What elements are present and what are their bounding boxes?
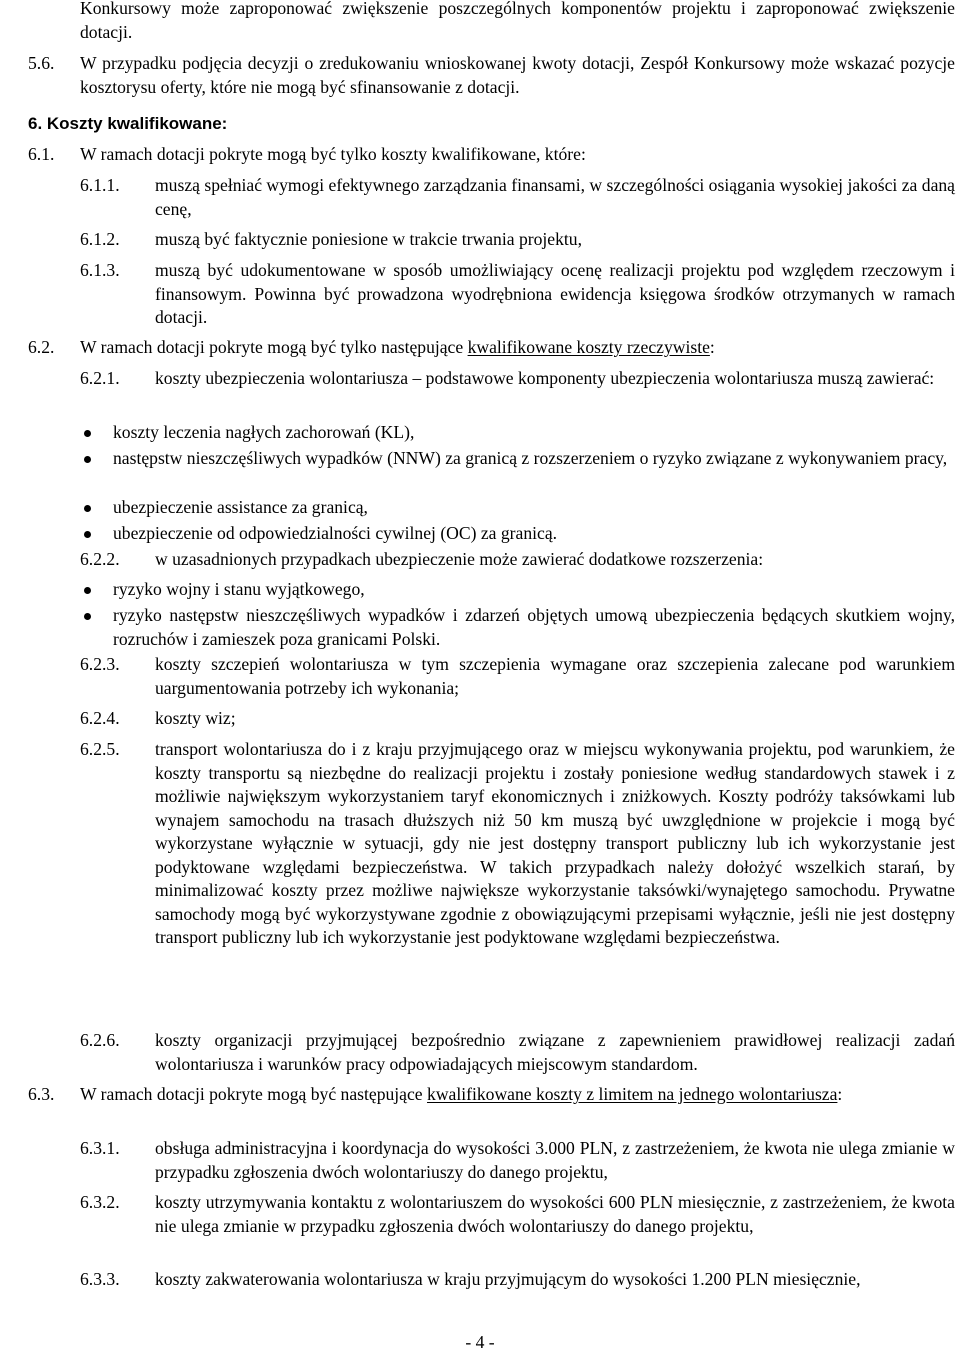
- section-heading: 6. Koszty kwalifikowane:: [28, 114, 228, 133]
- item-6-3-3: koszty zakwaterowania wolontariusza w kraju przyjmującym do wysokości 1.200 PLN miesięcznie,: [155, 1269, 861, 1289]
- paragraph-text: W ramach dotacji pokryte mogą być następujące: [80, 1084, 428, 1104]
- item-number: 6.2.5.: [80, 739, 120, 759]
- intro-paragraph: Konkursowy może zaproponować zwiększenie poszczególnych komponentów projektu i zaproponować zwiększenie dotacji.: [80, 0, 955, 42]
- item-number: 6.2.6.: [80, 1030, 120, 1050]
- item-6-2-3: koszty szczepień wolontariusza w tym szczepienia wymagane oraz szczepienia zalecane pod warunkiem uargumentowania potrzeby ich wykonania;: [155, 654, 955, 698]
- section-number: 6.3.: [28, 1084, 55, 1104]
- bullet-item: ubezpieczenie od odpowiedzialności cywilnej (OC) za granicą.: [113, 523, 558, 543]
- item-6-1-1: muszą spełniać wymogi efektywnego zarządzania finansami, w szczególności osiągania wysokiej jakości za daną cenę,: [155, 175, 955, 219]
- item-number: 6.3.3.: [80, 1269, 120, 1289]
- bullet-icon: [84, 430, 91, 437]
- item-6-2-5: transport wolontariusza do i z kraju przyjmującego oraz w miejscu wykonywania projektu, pod warunkiem, że koszty transportu są niezbędne do realizacji projektu i zostały poniesione według standardowych stawek i z możliwie największym wykorzystaniem taryf ekonomicznych i zniżkowych. Koszty podróży taksówkami lub wynajem samochodu na trasach dłuższych niż 50 km muszą być uwzględnione w projekcie i mogą być wykorzystane wyłącznie w sytuacji, gdy nie jest dostępny transport publiczny lub ich wykorzystanie jest podyktowane względami bezpieczeństwa. W takich przypadkach należy dołożyć wszelkich starań, by minimalizować koszty przez możliwe największe wykorzystanie taksówki/wynajętego samochodu. Prywatne samochody mogą być wykorzystywane zgodnie z obowiązującymi przepisami wyłącznie, jeśli nie jest dostępny transport publiczny lub ich wykorzystanie jest podyktowane względami bezpieczeństwa.: [155, 739, 955, 947]
- paragraph-5-6: W przypadku podjęcia decyzji o zredukowaniu wnioskowanej kwoty dotacji, Zespół Konkursowy może wskazać pozycje kosztorysu oferty, które nie mogą być sfinansowanie z dotacji.: [80, 53, 955, 97]
- item-6-3-1: obsługa administracyjna i koordynacja do wysokości 3.000 PLN, z zastrzeżeniem, że kwota nie ulega zmianie w przypadku zgłoszenia dwóch wolontariuszy do danego projektu,: [155, 1138, 955, 1182]
- item-number: 6.2.4.: [80, 708, 120, 728]
- bullet-item: ubezpieczenie assistance za granicą,: [113, 497, 368, 517]
- page-number: - 4 -: [465, 1332, 495, 1352]
- item-6-2-6: koszty organizacji przyjmującej bezpośrednio związane z zapewnieniem prawidłowej realizacji zadań wolontariusza i warunków pracy odpowiadających miejscowym standardom.: [155, 1030, 955, 1074]
- paragraph-6-2: [80, 336, 955, 360]
- item-6-1-2: muszą być faktycznie poniesione w trakcie trwania projektu,: [155, 229, 582, 249]
- section-number: 5.6.: [28, 53, 55, 73]
- paragraph-text: W ramach dotacji pokryte mogą być tylko następujące: [80, 337, 468, 357]
- item-number: 6.3.2.: [80, 1192, 120, 1212]
- underlined-term: kwalifikowane koszty rzeczywiste: [467, 337, 710, 357]
- bullet-item: ryzyko wojny i stanu wyjątkowego,: [113, 579, 365, 599]
- item-6-2-4: koszty wiz;: [155, 708, 236, 728]
- paragraph-6-1: W ramach dotacji pokryte mogą być tylko koszty kwalifikowane, które:: [80, 144, 586, 164]
- section-number: 6.1.: [28, 144, 55, 164]
- item-number: 6.2.1.: [80, 368, 120, 388]
- item-number: 6.3.1.: [80, 1138, 120, 1158]
- bullet-icon: [84, 613, 91, 620]
- bullet-item: następstw nieszczęśliwych wypadków (NNW) za granicą z rozszerzeniem o ryzyko związane z wykonywaniem pracy,: [113, 448, 948, 468]
- paragraph-text: :: [837, 1084, 843, 1104]
- bullet-icon: [84, 505, 91, 512]
- item-number: 6.2.3.: [80, 654, 120, 674]
- section-number: 6.2.: [28, 337, 55, 357]
- item-number: 6.1.3.: [80, 260, 120, 280]
- item-number: 6.1.2.: [80, 229, 120, 249]
- bullet-icon: [84, 531, 91, 538]
- bullet-item: ryzyko następstw nieszczęśliwych wypadków i zdarzeń objętych umową ubezpieczenia będących skutkiem wojny, rozruchów i zamieszek poza granicami Polski.: [113, 605, 955, 649]
- paragraph-6-3: [80, 1083, 955, 1107]
- item-6-3-2: koszty utrzymywania kontaktu z wolontariuszem do wysokości 600 PLN miesięcznie, z zastrzeżeniem, że kwota nie ulega zmianie w przypadku zgłoszenia dwóch wolontariuszy do danego projektu,: [155, 1192, 955, 1236]
- bullet-item: koszty leczenia nagłych zachorowań (KL),: [113, 422, 415, 442]
- item-6-2-1: koszty ubezpieczenia wolontariusza – podstawowe komponenty ubezpieczenia wolontariusza muszą zawierać:: [155, 368, 935, 388]
- underlined-term: kwalifikowane koszty z limitem na jednego wolontariusza: [427, 1084, 838, 1104]
- item-6-2-2: w uzasadnionych przypadkach ubezpieczenie może zawierać dodatkowe rozszerzenia:: [155, 549, 764, 569]
- item-number: 6.1.1.: [80, 175, 120, 195]
- bullet-icon: [84, 456, 91, 463]
- item-number: 6.2.2.: [80, 549, 120, 569]
- paragraph-text: :: [709, 337, 715, 357]
- bullet-icon: [84, 587, 91, 594]
- item-6-1-3: muszą być udokumentowane w sposób umożliwiający ocenę realizacji projektu pod względem rzeczowym i finansowym. Powinna być prowadzona wyodrębniona ewidencja księgowa środków otrzymanych w ramach dotacji.: [155, 260, 955, 327]
